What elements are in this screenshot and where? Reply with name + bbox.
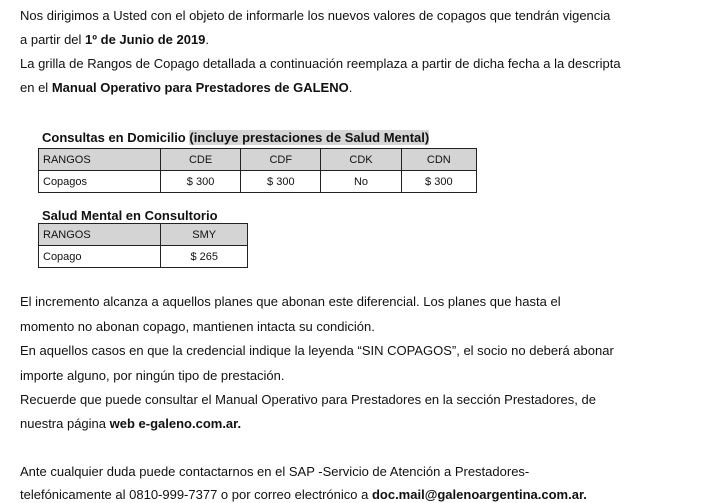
intro-line-3: La grilla de Rangos de Copago detallada a continuación reemplaza a partir de dicha fecha a la descripta: [20, 56, 621, 71]
header-cell: CDE: [160, 149, 240, 171]
table-row: [39, 171, 477, 193]
body-p1-line-2: momento no abonan copago, mantienen intacta su condición.: [20, 319, 375, 334]
table2-title: Salud Mental en Consultorio: [42, 208, 218, 223]
table1-title: [42, 130, 429, 146]
table1-title-main: Consultas en Domicilio: [42, 130, 190, 145]
intro-line-4-prefix: en el: [20, 80, 52, 95]
table1-title-highlight: (incluye prestaciones de Salud Mental): [189, 130, 430, 145]
header-cell: CDK: [321, 149, 401, 171]
body-p3-line-2: [20, 416, 241, 432]
table-cell: $ 265: [161, 246, 248, 268]
table-row: [39, 246, 248, 268]
body-p3-prefix: nuestra página: [20, 416, 110, 431]
website-link[interactable]: web e-galeno.com.ar.: [109, 416, 242, 431]
table-cell: $ 300: [241, 171, 321, 193]
header-cell: RANGOS: [39, 149, 161, 171]
intro-line-4-suffix: .: [348, 80, 353, 95]
body-p4-prefix: telefónicamente al 0810-999-7377 o por correo electrónico a: [20, 487, 372, 502]
effective-date: 1º de Junio de 2019: [85, 32, 206, 47]
header-cell: RANGOS: [39, 224, 161, 246]
header-cell: CDF: [241, 149, 321, 171]
body-p1-line-1: El incremento alcanza a aquellos planes que abonan este diferencial. Los planes que hasta el: [20, 294, 561, 309]
body-p4-line-1: Ante cualquier duda puede contactarnos en el SAP -Servicio de Atención a Prestadores-: [20, 464, 530, 479]
body-p4-line-2: [20, 487, 587, 503]
table-header-row: [39, 224, 248, 246]
intro-line-2: [20, 32, 209, 48]
table-cell: $ 300: [401, 171, 476, 193]
copay-table-consultorio: [38, 223, 248, 268]
intro-line-1: Nos dirigimos a Usted con el objeto de informarle los nuevos valores de copagos que tendrán vigencia: [20, 8, 611, 23]
table-header-row: [39, 149, 477, 171]
manual-name: Manual Operativo para Prestadores de GALENO: [51, 80, 349, 95]
body-p2-line-2: importe alguno, por ningún tipo de prestación.: [20, 368, 285, 383]
table-cell: No: [321, 171, 401, 193]
table-cell: Copago: [39, 246, 161, 268]
intro-line-2-prefix: a partir del: [20, 32, 86, 47]
table-cell: $ 300: [160, 171, 240, 193]
intro-line-4: [20, 80, 352, 96]
body-p2-line-1: En aquellos casos en que la credencial indique la leyenda “SIN COPAGOS”, el socio no deberá abonar: [20, 343, 614, 358]
table-cell: Copagos: [39, 171, 161, 193]
email-link[interactable]: doc.mail@galenoargentina.com.ar.: [371, 487, 587, 502]
body-p3-line-1: Recuerde que puede consultar el Manual Operativo para Prestadores en la sección Prestadores, de: [20, 392, 596, 407]
header-cell: CDN: [401, 149, 476, 171]
header-cell: SMY: [161, 224, 248, 246]
copay-table-domicilio: [38, 148, 477, 193]
intro-line-2-suffix: .: [205, 32, 210, 47]
